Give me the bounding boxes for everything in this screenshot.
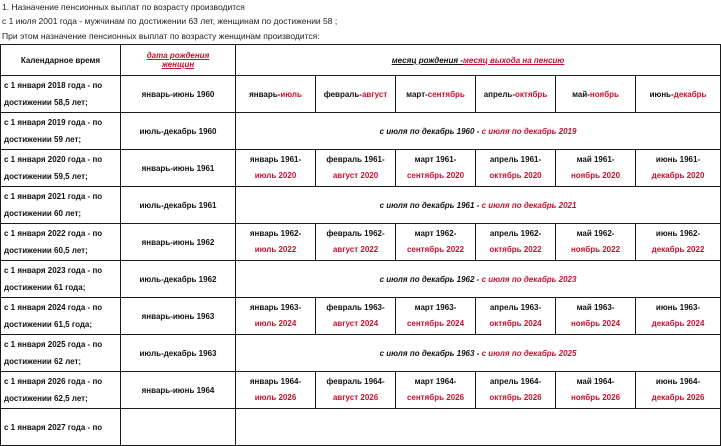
period-line1: с 1 января 2023 года - по <box>4 266 103 275</box>
month-cell <box>476 298 556 335</box>
retire-month: ноябрь <box>589 89 619 99</box>
month-cell <box>396 150 476 187</box>
retire-month: ноябрь 2024 <box>570 319 621 328</box>
birth-month: февраль 1963- <box>326 303 385 312</box>
period-cell <box>1 187 121 224</box>
period-cell <box>1 150 121 187</box>
month-cell <box>636 372 721 409</box>
table-row <box>1 409 721 446</box>
month-cell <box>316 372 396 409</box>
month-cell <box>236 372 316 409</box>
retire-month: ноябрь 2022 <box>570 245 621 254</box>
month-cell <box>556 224 636 261</box>
birth-month: март 1962- <box>414 229 457 238</box>
retire-month: декабрь 2026 <box>651 393 705 402</box>
intro-line-2: с 1 июля 2001 года - мужчинам по достижении 63 лет, женщинам по достижении 58 ; <box>2 16 338 26</box>
merged-range-cell <box>236 335 721 372</box>
month-cell <box>476 372 556 409</box>
birth-month: март 1961- <box>414 155 457 164</box>
retire-month: август <box>361 89 388 99</box>
birth-range-cell: январь-июнь 1961 <box>121 150 236 187</box>
birth-range-text: с июля по декабрь 1961 - <box>379 200 482 210</box>
header-month-retire: месяц выхода на пенсию <box>462 55 565 65</box>
birth-range-cell: январь-июнь 1960 <box>121 76 236 113</box>
retire-month: август 2020 <box>332 171 379 180</box>
retire-month: октябрь 2020 <box>489 171 542 180</box>
header-birth-date <box>121 45 236 76</box>
month-cell <box>556 76 636 113</box>
month-cell <box>636 150 721 187</box>
month-cell <box>636 298 721 335</box>
table-row <box>1 372 721 409</box>
table-row <box>1 298 721 335</box>
intro-line-1: 1. Назначение пенсионных выплат по возрасту производится <box>2 2 245 12</box>
birth-month: апрель 1963- <box>489 303 542 312</box>
header-period: Календарное время <box>1 45 121 76</box>
month-cell <box>236 76 316 113</box>
period-cell <box>1 224 121 261</box>
birth-month: январь 1961- <box>249 155 302 164</box>
birth-month: июнь- <box>649 89 674 99</box>
birth-month: июнь 1964- <box>655 377 701 386</box>
birth-month: февраль- <box>323 89 362 99</box>
birth-range-cell: январь-июнь 1964 <box>121 372 236 409</box>
birth-month: январь 1962- <box>249 229 302 238</box>
birth-month: июнь 1962- <box>655 229 701 238</box>
birth-month: март 1963- <box>414 303 457 312</box>
retire-month: декабрь 2020 <box>651 171 705 180</box>
retire-month: июль 2020 <box>254 171 297 180</box>
retire-month: сентябрь 2026 <box>406 393 465 402</box>
period-line1: с 1 января 2019 года - по <box>4 118 103 127</box>
birth-month: февраль 1961- <box>326 155 385 164</box>
month-cell <box>316 298 396 335</box>
month-cell <box>636 224 721 261</box>
period-line2: достижении 60,5 лет; <box>4 246 88 255</box>
month-cell <box>396 224 476 261</box>
period-line2: достижении 60 лет; <box>4 209 82 218</box>
period-cell <box>1 372 121 409</box>
retire-month: сентябрь 2020 <box>406 171 465 180</box>
birth-month: май 1962- <box>576 229 615 238</box>
birth-month: июнь 1961- <box>655 155 701 164</box>
birth-month: май 1963- <box>576 303 615 312</box>
retire-month: октябрь 2026 <box>489 393 542 402</box>
birth-month: январь- <box>249 89 281 99</box>
period-cell <box>1 409 121 446</box>
retire-month: сентябрь 2024 <box>406 319 465 328</box>
header-birth-line1: дата рождения <box>146 51 210 60</box>
retire-month: июль 2024 <box>254 319 297 328</box>
retire-range-text: с июля по декабрь 2025 <box>481 348 577 358</box>
period-line1: с 1 января 2026 года - по <box>4 377 103 386</box>
retire-month: август 2026 <box>332 393 379 402</box>
table-row <box>1 76 721 113</box>
month-cell <box>396 76 476 113</box>
period-line2: достижении 59 лет; <box>4 135 82 144</box>
birth-month: апрель 1964- <box>489 377 542 386</box>
month-cell <box>236 224 316 261</box>
retire-month: август 2024 <box>332 319 379 328</box>
birth-range-text: с июля по декабрь 1962 - <box>379 274 482 284</box>
birth-month: апрель 1961- <box>489 155 542 164</box>
month-cell <box>316 224 396 261</box>
period-cell <box>1 261 121 298</box>
month-cell <box>316 76 396 113</box>
birth-range-cell: июль-декабрь 1963 <box>121 335 236 372</box>
period-line1: с 1 января 2024 года - по <box>4 303 103 312</box>
retire-month: декабрь <box>673 89 707 99</box>
period-cell <box>1 76 121 113</box>
header-month-birth: месяц рождения - <box>391 55 463 65</box>
retire-month: декабрь 2022 <box>651 245 705 254</box>
retire-month: август 2022 <box>332 245 379 254</box>
month-cell <box>476 224 556 261</box>
merged-range-cell <box>236 113 721 150</box>
intro-line-3: При этом назначение пенсионных выплат по возрасту женщинам производится: <box>2 31 320 41</box>
retire-month: декабрь 2024 <box>651 319 705 328</box>
retire-month: ноябрь 2020 <box>570 171 621 180</box>
month-cell <box>476 150 556 187</box>
retire-month: сентябрь 2022 <box>406 245 465 254</box>
retire-range-text: с июля по декабрь 2019 <box>481 126 577 136</box>
retire-month: октябрь <box>515 89 548 99</box>
table-row <box>1 150 721 187</box>
merged-range-cell <box>236 187 721 224</box>
birth-range-cell: июль-декабрь 1961 <box>121 187 236 224</box>
month-cell <box>556 150 636 187</box>
retire-month: июль <box>280 89 302 99</box>
period-line1: с 1 января 2018 года - по <box>4 81 103 90</box>
retire-month: июль 2022 <box>254 245 297 254</box>
month-cell <box>556 298 636 335</box>
retire-month: сентябрь <box>427 89 465 99</box>
month-cell <box>476 76 556 113</box>
birth-month: апрель 1962- <box>489 229 542 238</box>
period-line1: с 1 января 2025 года - по <box>4 340 103 349</box>
period-line2: достижении 59,5 лет; <box>4 172 88 181</box>
month-cell <box>396 372 476 409</box>
period-line1: с 1 января 2020 года - по <box>4 155 103 164</box>
birth-month: январь 1963- <box>249 303 302 312</box>
month-cell <box>236 150 316 187</box>
month-cell <box>316 150 396 187</box>
merged-range-cell <box>236 409 721 446</box>
birth-month: май- <box>572 89 590 99</box>
period-line2: достижении 62,5 лет; <box>4 394 88 403</box>
month-cell <box>636 76 721 113</box>
birth-range-cell: январь-июнь 1962 <box>121 224 236 261</box>
pension-schedule-table <box>0 44 721 446</box>
birth-range-text: с июля по декабрь 1963 - <box>379 348 482 358</box>
birth-range-text: с июля по декабрь 1960 - <box>379 126 482 136</box>
birth-range-cell: июль-декабрь 1960 <box>121 113 236 150</box>
period-line2: достижении 61,5 года; <box>4 320 93 329</box>
period-cell <box>1 335 121 372</box>
retire-range-text: с июля по декабрь 2023 <box>481 274 577 284</box>
month-cell <box>236 298 316 335</box>
period-line1: с 1 января 2022 года - по <box>4 229 103 238</box>
birth-range-cell: июль-декабрь 1962 <box>121 261 236 298</box>
period-line2: достижении 62 лет; <box>4 357 82 366</box>
retire-month: ноябрь 2026 <box>570 393 621 402</box>
table-row <box>1 224 721 261</box>
table-row <box>1 335 721 372</box>
birth-month: май 1961- <box>576 155 615 164</box>
birth-month: март- <box>406 89 428 99</box>
header-birth-line2: женщин <box>161 60 195 69</box>
retire-month: июль 2026 <box>254 393 297 402</box>
retire-range-text: с июля по декабрь 2021 <box>481 200 577 210</box>
month-cell <box>556 372 636 409</box>
retire-month: октябрь 2022 <box>489 245 542 254</box>
period-line2: достижении 61 года; <box>4 283 86 292</box>
birth-range-cell: январь-июнь 1963 <box>121 298 236 335</box>
birth-month: февраль 1962- <box>326 229 385 238</box>
table-row <box>1 261 721 298</box>
birth-month: январь 1964- <box>249 377 302 386</box>
birth-month: апрель- <box>483 89 516 99</box>
birth-month: май 1964- <box>576 377 615 386</box>
retire-month: октябрь 2024 <box>489 319 542 328</box>
merged-range-cell <box>236 261 721 298</box>
birth-month: июнь 1963- <box>655 303 701 312</box>
birth-month: март 1964- <box>414 377 457 386</box>
period-cell <box>1 113 121 150</box>
period-cell <box>1 298 121 335</box>
birth-month: февраль 1964- <box>326 377 385 386</box>
header-month <box>236 45 721 76</box>
table-row <box>1 113 721 150</box>
birth-range-cell <box>121 409 236 446</box>
table-header-row <box>1 45 721 76</box>
period-line1: с 1 января 2027 года - по <box>4 422 103 432</box>
month-cell <box>396 298 476 335</box>
period-line2: достижении 58,5 лет; <box>4 98 88 107</box>
table-row <box>1 187 721 224</box>
period-line1: с 1 января 2021 года - по <box>4 192 103 201</box>
